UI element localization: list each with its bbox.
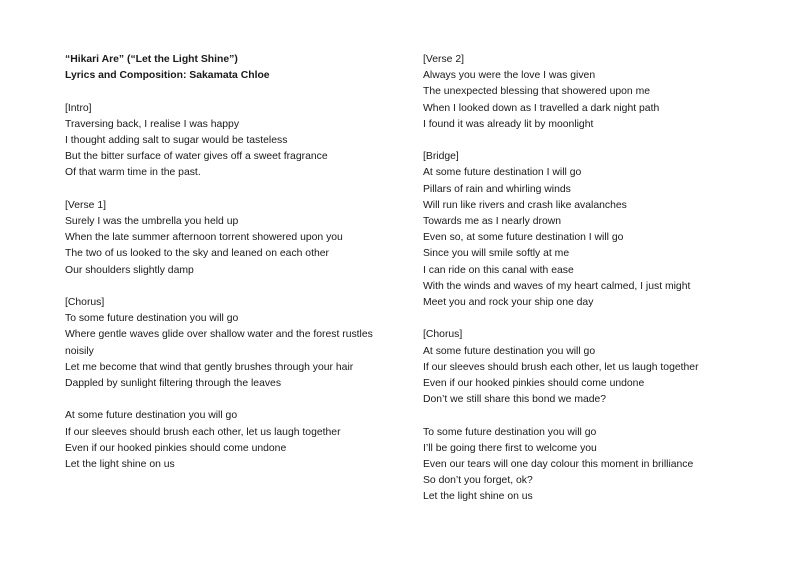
- section-label: [Chorus]: [423, 329, 463, 341]
- lyric-section: [65, 198, 415, 279]
- lyric-line: Don’t we still share this bond we made?: [423, 394, 607, 406]
- lyric-line: To some future destination you will go: [65, 313, 239, 325]
- lyric-line: Dappled by sunlight filtering through the leaves: [65, 378, 282, 390]
- lyric-line: I found it was already lit by moonlight: [423, 118, 594, 130]
- section-gap: [423, 311, 773, 327]
- section-gap: [423, 408, 773, 424]
- lyric-section: [423, 327, 773, 408]
- lyric-line: Will run like rivers and crash like avalanches: [423, 199, 627, 211]
- right-sections: [423, 52, 773, 506]
- lyric-line: Traversing back, I realise I was happy: [65, 118, 240, 130]
- lyric-line: So don’t you forget, ok?: [423, 475, 533, 487]
- lyric-line: I thought adding salt to sugar would be tasteless: [65, 135, 288, 146]
- lyric-line: Even our tears will one day colour this moment in brilliance: [423, 459, 694, 471]
- lyric-line: Even so, at some future destination I will go: [423, 232, 624, 244]
- lyric-line: To some future destination you will go: [423, 426, 597, 438]
- lyric-line: Even if our hooked pinkies should come undone: [423, 378, 645, 390]
- lyric-line: The two of us looked to the sky and leaned on each other: [65, 248, 329, 260]
- section-label: [Intro]: [65, 102, 92, 114]
- section-label: [Verse 1]: [65, 199, 107, 211]
- left-column: [65, 52, 415, 473]
- section-gap: [65, 84, 415, 100]
- lyric-line: But the bitter surface of water gives off a sweet fragrance: [65, 151, 328, 163]
- lyric-line: Let the light shine on us: [65, 459, 175, 471]
- lyric-line: When I looked down as I travelled a dark night path: [423, 102, 660, 114]
- lyric-line: At some future destination you will go: [423, 345, 596, 357]
- lyric-line: I can ride on this canal with ease: [423, 264, 574, 276]
- lyric-line: Since you will smile softly at me: [423, 248, 570, 260]
- lyric-line: Surely I was the umbrella you held up: [65, 216, 239, 227]
- lyric-line: Towards me as I nearly drown: [423, 216, 562, 228]
- lyric-line: Let the light shine on us: [423, 491, 533, 503]
- lyric-section: [423, 425, 773, 506]
- lyric-line: Of that warm time in the past.: [65, 167, 201, 179]
- section-label: [Chorus]: [65, 297, 105, 308]
- lyric-line: If our sleeves should brush each other, let us laugh together: [423, 361, 699, 373]
- section-label: [Verse 2]: [423, 54, 465, 65]
- section-gap: [65, 279, 415, 295]
- lyric-line: At some future destination I will go: [423, 167, 582, 179]
- lyric-line: Meet you and rock your ship one day: [423, 297, 594, 309]
- section-label: [Bridge]: [423, 151, 459, 163]
- lyric-line: With the winds and waves of my heart calmed, I just might: [423, 280, 691, 292]
- lyric-line: I’ll be going there first to welcome you: [423, 442, 597, 454]
- lyric-section: [65, 295, 415, 392]
- lyric-section: [423, 52, 773, 133]
- section-gap: [423, 133, 773, 149]
- lyric-line: The unexpected blessing that showered upon me: [423, 86, 651, 98]
- lyric-line: Where gentle waves glide over shallow water and the forest rustles: [65, 329, 373, 341]
- lyric-line: Pillars of rain and whirling winds: [423, 183, 571, 195]
- lyric-line: Even if our hooked pinkies should come undone: [65, 442, 287, 454]
- lyric-line: When the late summer afternoon torrent showered upon you: [65, 232, 343, 244]
- lyric-section: [65, 408, 415, 473]
- lyric-line: Our shoulders slightly damp: [65, 264, 194, 276]
- lyric-line: Always you were the love I was given: [423, 70, 596, 82]
- left-sections: [65, 84, 415, 473]
- lyric-line: At some future destination you will go: [65, 410, 238, 422]
- lyric-section: [423, 149, 773, 311]
- section-gap: [65, 392, 415, 408]
- lyric-line: Let me become that wind that gently brushes through your hair: [65, 361, 354, 373]
- right-column: [423, 52, 773, 506]
- song-title: “Hikari Are” (“Let the Light Shine”): [65, 54, 238, 65]
- lyric-line: noisily: [65, 345, 94, 357]
- song-credits: Lyrics and Composition: Sakamata Chloe: [65, 70, 270, 82]
- lyric-section: [65, 101, 415, 182]
- lyric-line: If our sleeves should brush each other, let us laugh together: [65, 426, 341, 438]
- section-gap: [65, 182, 415, 198]
